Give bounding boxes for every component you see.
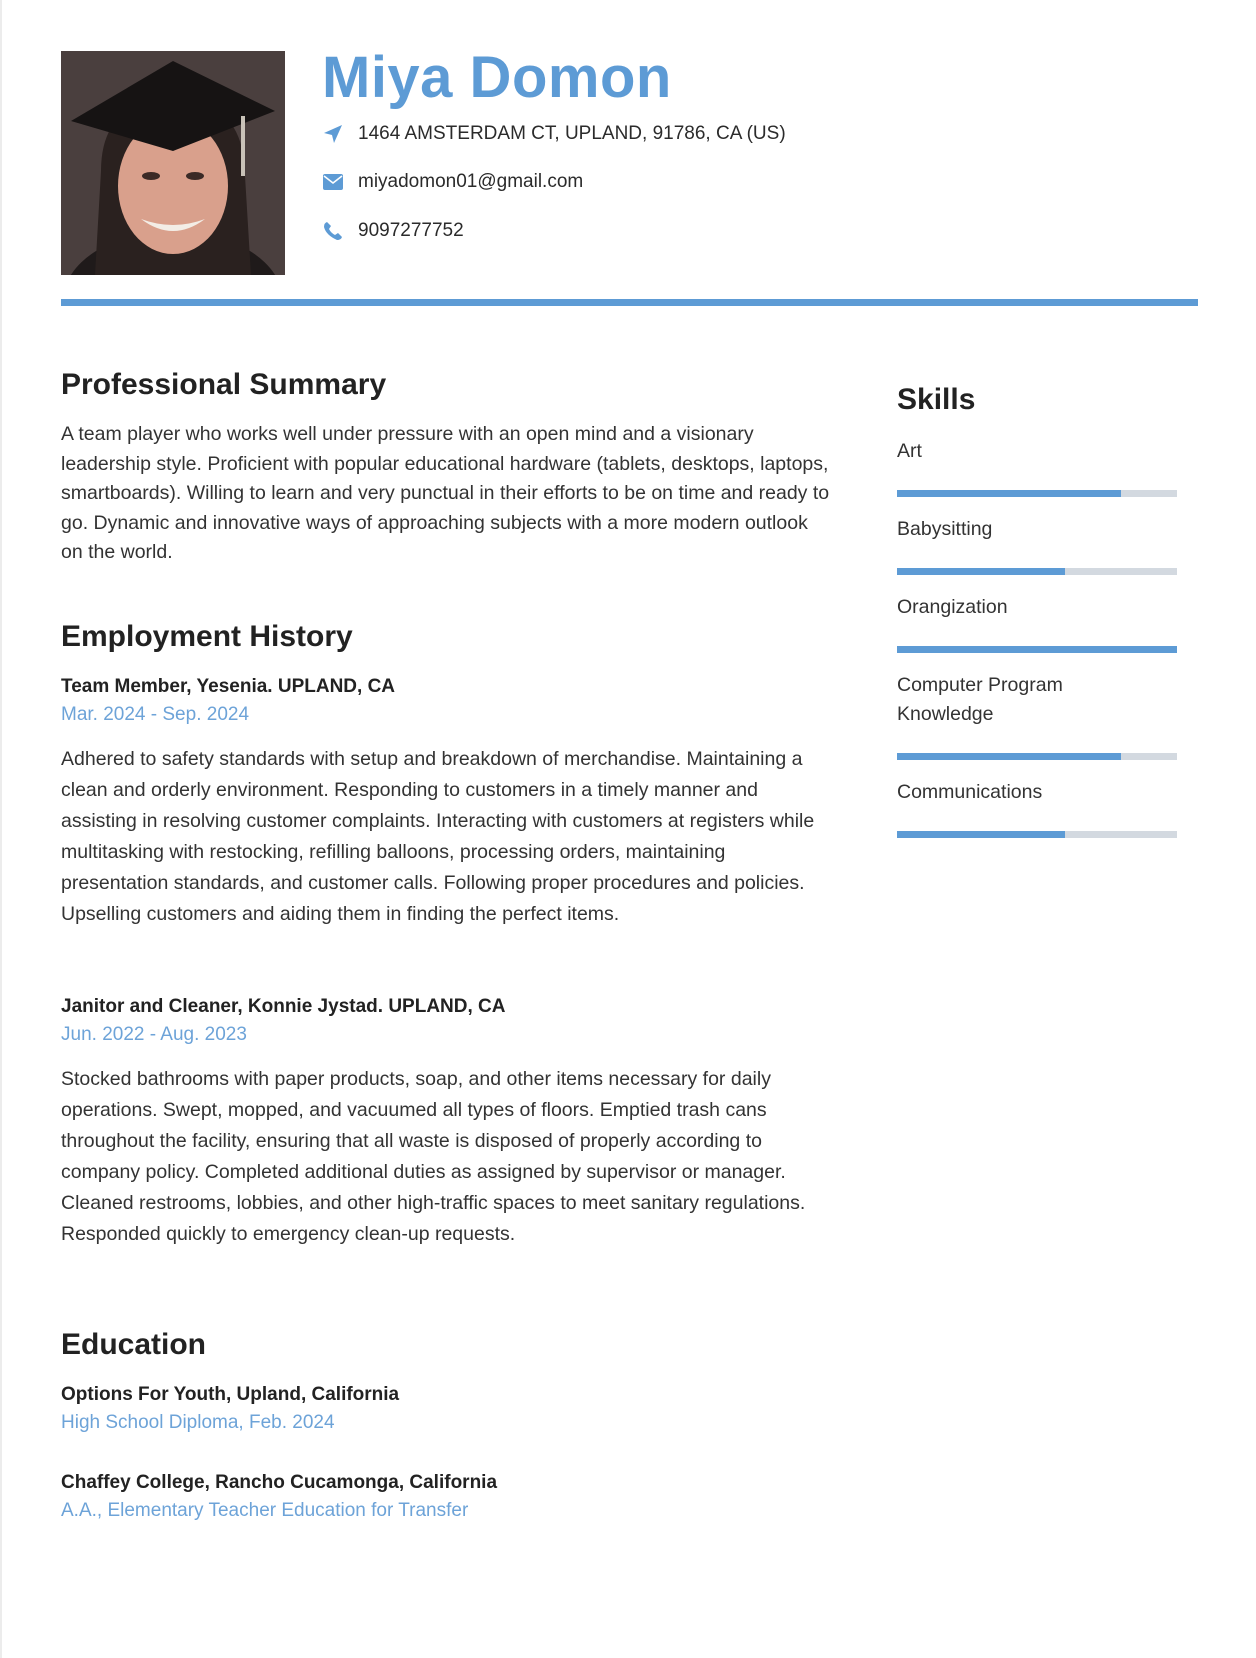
email-link[interactable]: miyadomon01@gmail.com	[358, 171, 584, 192]
job-description: Adhered to safety standards with setup and breakdown of merchandise. Maintaining a clean and orderly environment. Responding to customers in a timely manner and assisting in resolving customer complaints. Interacting with customers at registers while multitasking with restocking, refilling balloons, processing orders, maintaining presentation standards, and customer calls. Following proper procedures and policies. Upselling customers and aiding them in finding the perfect items.	[61, 747, 815, 925]
envelope-icon	[322, 171, 344, 193]
education-heading: Education	[61, 1327, 207, 1361]
education-school: Chaffey College, Rancho Cucamonga, California	[61, 1471, 498, 1493]
main-column	[61, 368, 831, 1522]
job-dates: Jun. 2022 - Aug. 2023	[61, 1023, 247, 1045]
skill-level-fill	[897, 646, 1177, 653]
employment-heading: Employment History	[61, 619, 353, 653]
skill-level-fill	[897, 753, 1121, 760]
education-degree: High School Diploma, Feb. 2024	[61, 1411, 335, 1433]
phone-icon	[322, 220, 344, 242]
phone-text: 9097277752	[358, 220, 464, 241]
skill-level-fill	[897, 831, 1065, 838]
address-row	[322, 123, 786, 145]
address-text: 1464 AMSTERDAM CT, UPLAND, 91786, CA (US)	[358, 123, 786, 144]
skill-item	[897, 778, 1177, 838]
header-divider	[61, 299, 1198, 306]
email-row	[322, 171, 583, 193]
location-arrow-icon	[322, 123, 344, 145]
page-edge	[0, 0, 2, 1658]
skill-level-bar	[897, 646, 1177, 653]
skill-level-fill	[897, 490, 1121, 497]
skill-name: Computer Program Knowledge	[897, 674, 1063, 725]
job-title: Team Member, Yesenia. UPLAND, CA	[61, 675, 396, 697]
skill-level-fill	[897, 568, 1065, 575]
skill-item	[897, 437, 1177, 497]
job-entry	[61, 996, 831, 1250]
skill-level-bar	[897, 568, 1177, 575]
job-entry	[61, 676, 831, 930]
skill-item	[897, 515, 1177, 575]
job-dates: Mar. 2024 - Sep. 2024	[61, 703, 250, 725]
skill-name: Babysitting	[897, 518, 993, 540]
skill-level-bar	[897, 490, 1177, 497]
education-school: Options For Youth, Upland, California	[61, 1383, 400, 1405]
education-entry	[61, 1472, 831, 1522]
profile-photo	[61, 51, 285, 275]
skill-name: Art	[897, 440, 922, 462]
summary-heading: Professional Summary	[61, 368, 387, 401]
skills-heading: Skills	[897, 383, 976, 416]
education-entry	[61, 1384, 831, 1434]
skill-level-bar	[897, 753, 1177, 760]
skill-item	[897, 671, 1177, 760]
job-title: Janitor and Cleaner, Konnie Jystad. UPLAND, CA	[61, 995, 506, 1017]
skills-sidebar	[897, 383, 1177, 838]
job-description: Stocked bathrooms with paper products, soap, and other items necessary for daily operations. Swept, mopped, and vacuumed all types of floors. Emptied trash cans throughout the facility, ensuring that all waste is disposed of properly according to company policy. Completed additional duties as assigned by supervisor or manager. Cleaned restrooms, lobbies, and other high-traffic spaces to meet sanitary regulations. Responded quickly to emergency clean-up requests.	[61, 1067, 806, 1245]
skill-item	[897, 593, 1177, 653]
skill-level-bar	[897, 831, 1177, 838]
candidate-name: Miya Domon	[322, 45, 672, 110]
phone-row	[322, 220, 464, 242]
education-degree: A.A., Elementary Teacher Education for Transfer	[61, 1499, 469, 1521]
summary-text: A team player who works well under pressure with an open mind and a visionary leadership style. Proficient with popular educational hardware (tablets, desktops, laptops, smartboards). Willing to learn and very punctual in their efforts to be on time and ready to go. Dynamic and innovative ways of approaching subjects with a more modern outlook on the world.	[61, 423, 830, 563]
skill-name: Communications	[897, 781, 1043, 803]
skill-name: Orangization	[897, 596, 1008, 618]
